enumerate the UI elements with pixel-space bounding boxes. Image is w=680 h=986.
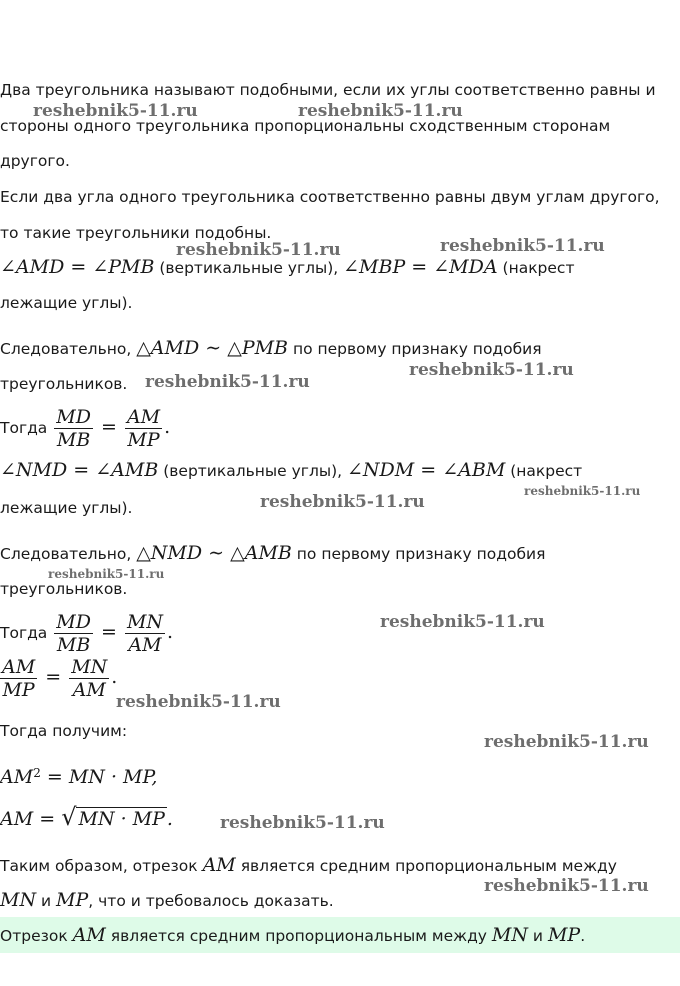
fraction-md-mb: $\frac{MD}{MB}$ xyxy=(56,406,91,451)
similarity-conclusion-2-cont: треугольников. xyxy=(0,580,128,598)
definition-line-1: Два треугольника называют подобными, если их углы соответственно равны и xyxy=(0,81,656,99)
text-then: Тогда xyxy=(0,419,53,437)
watermark: reshebnik5-11.ru xyxy=(484,876,649,896)
watermark: reshebnik5-11.ru xyxy=(220,813,385,833)
angles-statement-2-cont: лежащие углы). xyxy=(0,499,133,517)
text-consequently: Следовательно, xyxy=(0,545,137,563)
criterion-line-1: Если два угла одного треугольника соответственно равны двум углам другого, xyxy=(0,188,660,206)
math-similarity-2: △NMD ∼ △AMB xyxy=(136,542,292,564)
watermark: reshebnik5-11.ru xyxy=(48,567,165,581)
watermark: reshebnik5-11.ru xyxy=(33,101,198,121)
text-then: Тогда xyxy=(0,624,53,642)
fraction-am-mp: $\frac{AM}{MP}$ xyxy=(126,406,161,451)
final-conclusion-line-1: Таким образом, отрезок AM является средним пропорциональным между xyxy=(0,854,617,876)
similarity-conclusion-1-cont: треугольников. xyxy=(0,375,128,393)
math-angle-amd-pmb: ∠AMD = ∠PMB xyxy=(0,256,155,278)
angles-statement-1-cont: лежащие углы). xyxy=(0,294,133,312)
watermark: reshebnik5-11.ru xyxy=(524,484,641,498)
watermark: reshebnik5-11.ru xyxy=(176,240,341,260)
ratio-line-1: Тогда $\frac{MD}{MB}$ = $\frac{AM}{MP}$ . xyxy=(0,406,171,451)
text-alternate: (накрест xyxy=(497,259,575,277)
math-angle-mbp-mda: ∠MBP = ∠MDA xyxy=(343,256,498,278)
watermark: reshebnik5-11.ru xyxy=(484,732,649,752)
ratio-line-2: Тогда $\frac{MD}{MB}$ = $\frac{MN}{AM}$ . xyxy=(0,611,174,656)
equation-am-squared: $AM^2$ = MN · MP, xyxy=(0,766,158,789)
watermark: reshebnik5-11.ru xyxy=(116,692,281,712)
text-first-criterion: по первому признаку подобия xyxy=(288,340,542,358)
text-consequently: Следовательно, xyxy=(0,340,137,358)
math-angle-nmd-amb: ∠NMD = ∠AMB xyxy=(0,459,159,481)
ratio-line-3: $\frac{AM}{MP}$ = $\frac{MN}{AM}$ . xyxy=(2,656,118,701)
answer-box: Отрезок AM является средним пропорциональным между MN и MP. xyxy=(0,917,680,953)
sqrt-expression: √ MN · MP xyxy=(61,803,165,831)
watermark: reshebnik5-11.ru xyxy=(380,612,545,632)
similarity-conclusion-1 xyxy=(0,337,542,360)
watermark: reshebnik5-11.ru xyxy=(298,101,463,121)
watermark: reshebnik5-11.ru xyxy=(409,360,574,380)
math-angle-ndm-abm: ∠NDM = ∠ABM xyxy=(346,459,506,481)
then-we-get: Тогда получим: xyxy=(0,722,128,740)
fraction-mn-am: $\frac{MN}{AM}$ xyxy=(71,656,108,701)
final-conclusion-line-2: MN и MP, что и требовалось доказать. xyxy=(0,889,334,911)
definition-line-2: стороны одного треугольника пропорциональны сходственным сторонам xyxy=(0,117,611,135)
equation-am-sqrt: AM = √ MN · MP . xyxy=(0,803,173,831)
angles-statement-2 xyxy=(0,459,582,482)
fraction-am-mp: $\frac{AM}{MP}$ xyxy=(2,656,36,701)
watermark: reshebnik5-11.ru xyxy=(440,236,605,256)
watermark: reshebnik5-11.ru xyxy=(260,492,425,512)
similarity-conclusion-2 xyxy=(0,542,545,565)
text-vertical-angles: (вертикальные углы), xyxy=(158,462,347,480)
definition-line-3: другого. xyxy=(0,152,70,170)
fraction-md-mb: $\frac{MD}{MB}$ xyxy=(56,611,91,656)
text-alternate: (накрест xyxy=(505,462,583,480)
math-similarity-1: △AMD ∼ △PMB xyxy=(136,337,289,359)
text-vertical-angles: (вертикальные углы), xyxy=(154,259,344,277)
criterion-line-2: то такие треугольники подобны. xyxy=(0,224,272,242)
fraction-mn-am: $\frac{MN}{AM}$ xyxy=(126,611,164,656)
watermark: reshebnik5-11.ru xyxy=(145,372,310,392)
text-first-criterion: по первому признаку подобия xyxy=(291,545,546,563)
